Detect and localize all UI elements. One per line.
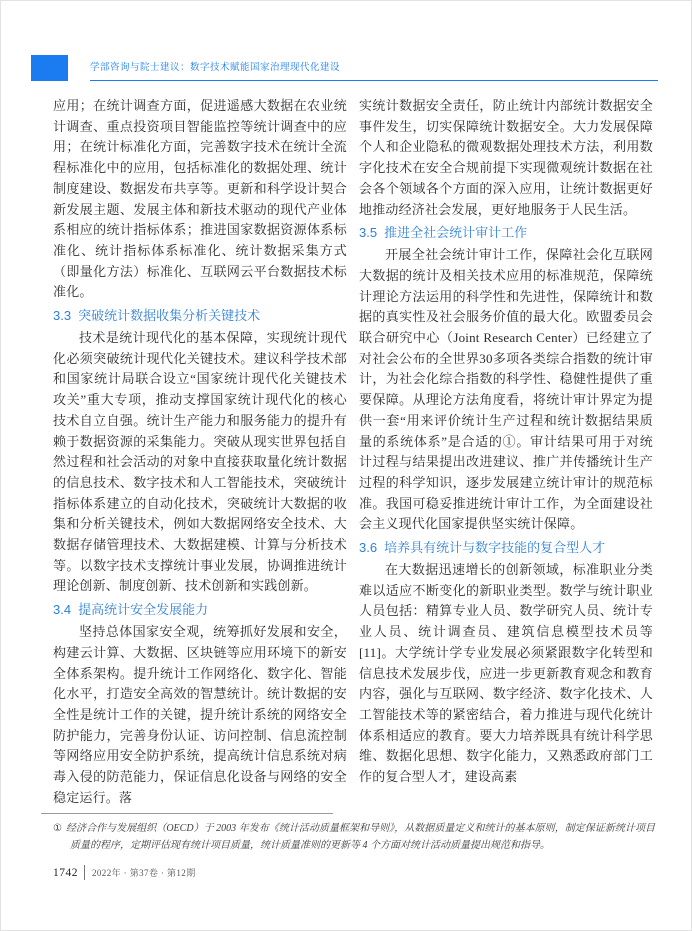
footnote-separator [41,813,333,814]
para-statistical-audit: 开展全社会统计审计工作，保障社会化互联网大数据的统计及相关技术应用的标准规范，保障统计理论方法运用的科学性和先进性，保障统计和数据的真实性及社会服务价值的最大化。欧盟委员会联合研究中心（Joint Research Center）已经建立了对社会公布的全世界30多项各类综合指数的统计审计，为社会化综合指数的科学性、稳健性提供了重要保障。从理论方法角度看，将统计审计界定为提供一套“用来评价统计生产过程和统计数据结果质量的系统体系”是合适的①。审计结果可用于对统计过程与结果提出改进建议、推广并传播统计生产过程的科学知识，逐步发展建立统计审计的规范标准。我国可稳妥推进统计审计工作，为全面建设社会主义现代化国家提供坚实统计保障。 [359,247,653,532]
footnote-marker: ① [53,823,62,834]
section-heading-3-5 [359,223,653,243]
running-header-title: 学部咨询与院士建议：数字技术赋能国家治理现代化建设 [90,62,341,73]
section-number: 3.5 [359,225,378,241]
section-number: 3.6 [359,540,378,556]
left-column [53,96,347,812]
para-key-technology: 技术是统计现代化的基本保障，实现统计现代化必须突破统计现代化关键技术。建议科学技术部和国家统计局联合设立“国家统计现代化关键技术攻关”重大专项，推动支撑国家统计现代化的核心技术自立自强。统计生产能力和服务能力的提升有赖于数据资源的采集能力。突破从现实世界包括自然过程和社会活动的对象中直接获取量化统计数据的信息技术、数字技术和人工智能技术，突破统计指标体系建立的自动化技术，突破统计大数据的收集和分析关键技术，例如大数据网络安全技术、大数据存储管理技术、大数据建模、计算与分析技术等。以数字技术支撑统计事业发展，协调推进统计理论创新、制度创新、技术创新和实践创新。 [53,330,347,594]
section-title: 突破统计数据收集分析关键技术 [78,308,261,324]
page-number: 1742 [53,866,78,879]
section-title: 提高统计安全发展能力 [78,602,209,618]
issue-info: 2022年 · 第37卷 · 第12期 [92,868,196,878]
header-accent-block [31,55,68,81]
running-header [31,55,658,81]
section-number: 3.3 [53,308,72,324]
section-heading-3-4 [53,600,347,620]
two-column-body [53,96,653,812]
page-footer [53,865,196,880]
section-number: 3.4 [53,602,72,618]
footnote-text: 经济合作与发展组织（OECD）于 2003 年发布《统计活动质量框架和导则》，从数据质量定义和统计的基本原则，制定保证新统计项目质量的程序，定期评估现有统计项目质量，统计质量准则的更新等 4 个方面对统计活动质量提出规范和指导。 [66,823,655,851]
section-heading-3-6 [359,538,653,558]
footer-divider [84,865,85,880]
section-heading-3-3 [53,306,347,326]
section-title: 培养具有统计与数字技能的复合型人才 [384,540,606,556]
header-rule [90,57,658,81]
section-title: 推进全社会统计审计工作 [384,225,528,241]
para-talent-cultivation: 在大数据迅速增长的创新领域，标准职业分类难以适应不断变化的新职业类型。数学与统计职业人员包括：精算专业人员、数学研究人员、统计专业人员、统计调查员、建筑信息模型技术员等[11]。大学统计学专业发展必须紧跟数字化转型和信息技术发展步伐，应进一步更新教育观念和教育内容，强化与互联网、数字经济、数字化技术、人工智能技术等的紧密结合，着力推进与现代化统计体系相适应的教育。要大力培养既具有统计科学思维、数据化思想、数字化能力，又熟悉政府部门工作的复合型人才，建设高素 [359,562,653,785]
para-security-capability: 坚持总体国家安全观，统筹抓好发展和安全，构建云计算、大数据、区块链等应用环境下的新安全体系架构。提升统计工作网络化、数字化、智能化水平，打造安全高效的智慧统计。统计数据的安全性是统计工作的关键，提升统计系统的网络安全防护能力，完善身份认证、访问控制、信息流控制等网络应用安全防护系统，提高统计信息系统对病毒入侵的防范能力，保证信息化设备与网络的安全稳定运行。落 [53,624,347,805]
para-standardization: 应用；在统计调查方面，促进遥感大数据在农业统计调查、重点投资项目智能监控等统计调查中的应用；在统计标准化方面，完善数字技术在统计全流程标准化中的应用，包括标准化的数据处理、统计制度建设、数据发布共享等。更新和科学设计契合新发展主题、发展主体和新技术驱动的现代产业体系相应的统计指标体系；推进国家数据资源体系标准化、统计指标体系标准化、统计数据采集方式（即量化方法）标准化、互联网云平台数据技术标准化。 [53,98,347,300]
footnote [53,821,655,854]
para-security-continued: 实统计数据安全责任，防止统计内部统计数据安全事件发生，切实保障统计数据安全。大力发展保障个人和企业隐私的微观数据处理技术方法，利用数字化技术在安全合规前提下实现微观统计数据在社会各个领域各个方面的深入应用，让统计数据更好地推动经济社会发展，更好地服务于人民生活。 [359,98,653,217]
right-column [359,96,653,812]
